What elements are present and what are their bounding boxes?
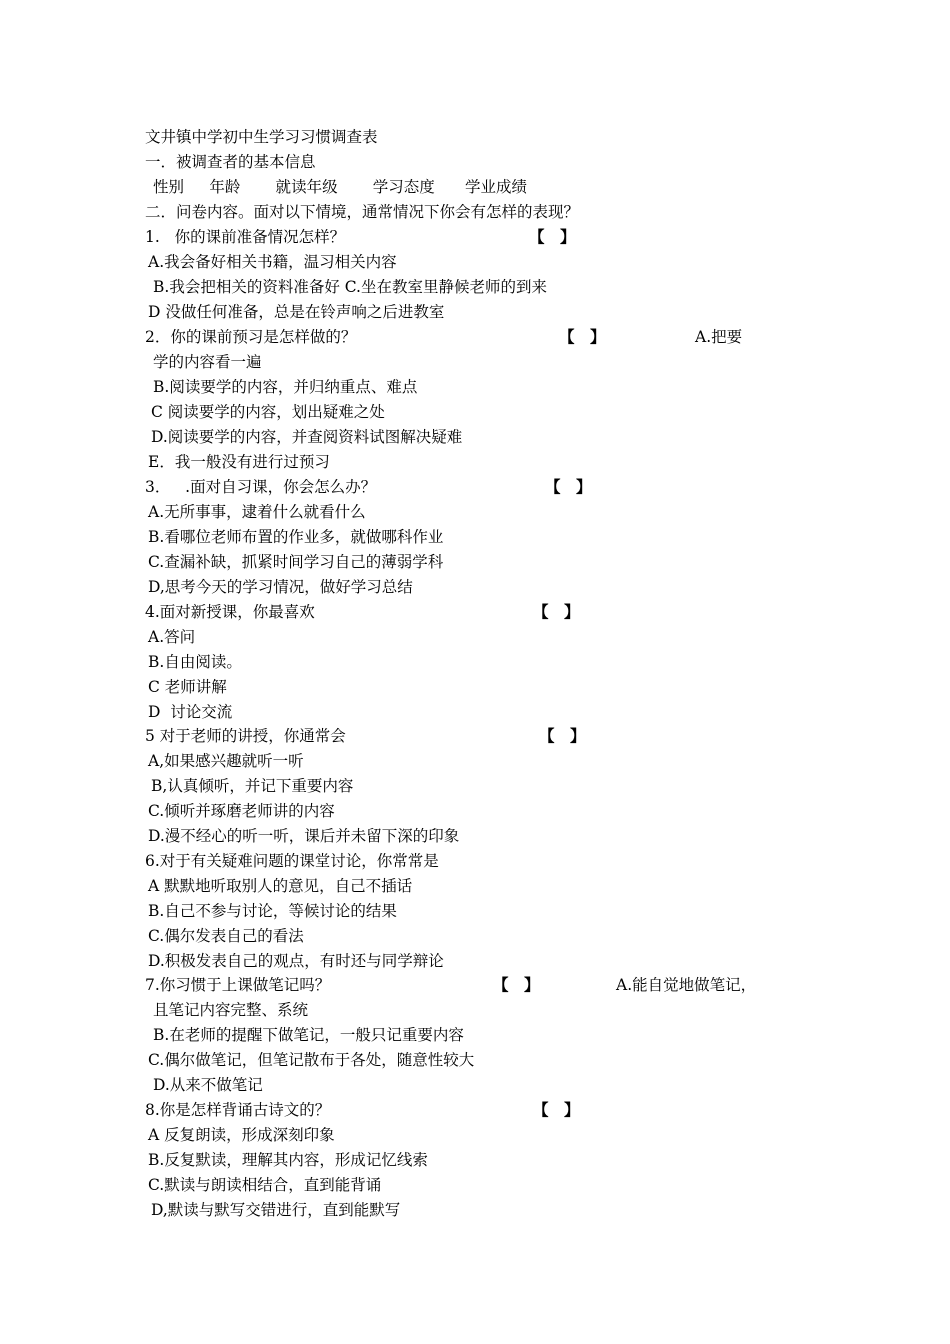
question-2-option-b: B.阅读要学的内容，并归纳重点、难点 — [153, 378, 418, 396]
question-3-option-d: D,思考今天的学习情况，做好学习总结 — [148, 578, 413, 596]
question-6-option-c: C.偶尔发表自己的看法 — [148, 927, 304, 945]
question-2-option-d: D.阅读要学的内容，并查阅资料试图解决疑难 — [151, 428, 463, 446]
question-1-option-a: A.我会备好相关书籍，温习相关内容 — [148, 253, 397, 271]
question-7-option-d: D.从来不做笔记 — [153, 1076, 263, 1094]
question-8-option-b: B.反复默读，理解其内容，形成记忆线索 — [148, 1151, 428, 1169]
answer-bracket-4: 【 】 — [533, 602, 580, 621]
document-title: 文井镇中学初中生学习习惯调查表 — [145, 128, 378, 146]
question-1-option-d: D 没做任何准备，总是在铃声响之后进教室 — [148, 303, 445, 321]
question-3-option-b: B.看哪位老师布置的作业多，就做哪科作业 — [148, 528, 444, 546]
question-2-option-a-start: A.把要 — [695, 328, 743, 346]
question-4-option-d: D 讨论交流 — [148, 703, 233, 721]
question-6-stem: 6.对于有关疑难问题的课堂讨论，你常常是 — [145, 852, 439, 870]
answer-bracket-2: 【 】 — [559, 327, 606, 346]
question-2-option-e: E．我一般没有进行过预习 — [148, 453, 330, 471]
answer-bracket-1: 【 】 — [529, 227, 576, 246]
question-7-option-a-start: A.能自觉地做笔记， — [616, 976, 757, 994]
answer-bracket-5: 【 】 — [539, 726, 586, 745]
question-2-option-a-cont: 学的内容看一遍 — [153, 353, 262, 371]
question-7-option-b: B.在老师的提醒下做笔记，一般只记重要内容 — [153, 1026, 464, 1044]
question-1-stem: 1. 你的课前准备情况怎样？ — [145, 228, 346, 246]
question-6-option-b: B.自己不参与讨论，等候讨论的结果 — [148, 902, 397, 920]
section-2-heading: 二．问卷内容。面对以下情境，通常情况下你会有怎样的表现？ — [145, 203, 580, 221]
question-2-stem: 2．你的课前预习是怎样做的？ — [145, 328, 357, 346]
question-7-option-a-cont: 且笔记内容完整、系统 — [153, 1001, 309, 1019]
question-4-option-a: A.答问 — [148, 628, 196, 646]
question-8-option-c: C.默读与朗读相结合，直到能背诵 — [148, 1176, 382, 1194]
answer-bracket-7: 【 】 — [493, 975, 540, 994]
question-7-stem: 7.你习惯于上课做笔记吗？ — [145, 976, 331, 994]
question-2-option-c: C 阅读要学的内容，划出疑难之处 — [151, 403, 385, 421]
question-5-option-c: C.倾听并琢磨老师讲的内容 — [148, 802, 335, 820]
question-3-option-c: C.查漏补缺，抓紧时间学习自己的薄弱学科 — [148, 553, 444, 571]
question-5-option-a: A,如果感兴趣就听一听 — [148, 752, 304, 770]
question-4-stem: 4.面对新授课，你最喜欢 — [145, 603, 315, 621]
question-8-stem: 8.你是怎样背诵古诗文的？ — [145, 1101, 331, 1119]
question-4-option-c: C 老师讲解 — [148, 678, 227, 696]
question-3-option-a: A.无所事事，逮着什么就看什么 — [148, 503, 366, 521]
question-3-stem: 3． .面对自习课，你会怎么办？ — [145, 478, 377, 496]
answer-bracket-3: 【 】 — [545, 477, 592, 496]
respondent-fields: 性别 年龄 就读年级 学习态度 学业成绩 — [153, 178, 528, 196]
question-8-option-d: D,默读与默写交错进行，直到能默写 — [151, 1201, 401, 1219]
question-5-option-b: B,认真倾听，并记下重要内容 — [151, 777, 354, 795]
answer-bracket-8: 【 】 — [533, 1100, 580, 1119]
question-1-option-bc: B.我会把相关的资料准备好 C.坐在教室里静候老师的到来 — [153, 278, 547, 296]
section-1-heading: 一．被调查者的基本信息 — [145, 153, 316, 171]
question-4-option-b: B.自由阅读。 — [148, 653, 242, 671]
question-5-option-d: D.漫不经心的听一听，课后并未留下深的印象 — [148, 827, 460, 845]
question-6-option-a: A 默默地听取别人的意见，自己不插话 — [148, 877, 413, 895]
question-5-stem: 5 对于老师的讲授，你通常会 — [145, 727, 346, 745]
question-8-option-a: A 反复朗读，形成深刻印象 — [148, 1126, 335, 1144]
question-7-option-c: C.偶尔做笔记，但笔记散布于各处，随意性较大 — [148, 1051, 475, 1069]
question-6-option-d: D.积极发表自己的观点，有时还与同学辩论 — [148, 952, 444, 970]
